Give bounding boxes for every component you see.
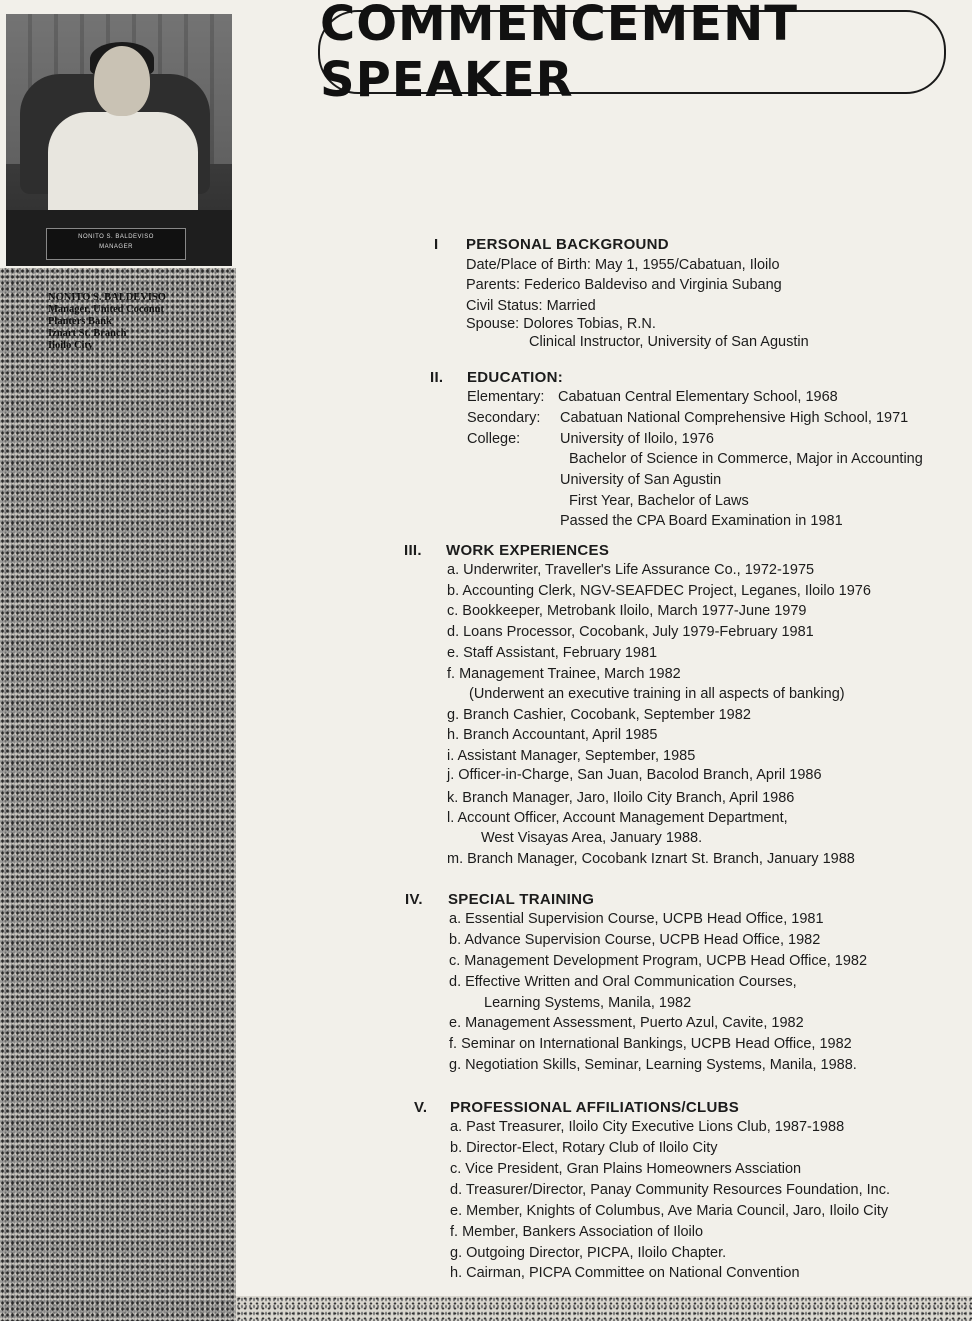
section-number: IV. [405, 891, 423, 908]
speaker-photo [6, 14, 232, 266]
affiliation-item: h. Cairman, PICPA Committee on National Convention [450, 1265, 800, 1281]
section-heading-affiliations: PROFESSIONAL AFFILIATIONS/CLUBS [450, 1099, 740, 1116]
education-line: University of San Agustin [560, 472, 722, 488]
section-heading-personal: PERSONAL BACKGROUND [466, 236, 669, 253]
affiliation-item: e. Member, Knights of Columbus, Ave Maria Council, Jaro, Iloilo City [450, 1203, 889, 1219]
education-line: University of Iloilo, 1976 [560, 431, 714, 447]
work-item: l. Account Officer, Account Management Department, [447, 810, 788, 826]
education-label: College: [467, 431, 521, 447]
work-item: h. Branch Accountant, April 1985 [447, 727, 658, 743]
work-item: m. Branch Manager, Cocobank Iznart St. Branch, January 1988 [447, 851, 855, 867]
speckled-sidebar [0, 268, 236, 1321]
education-label: Secondary: [467, 410, 541, 426]
work-item: f. Management Trainee, March 1982 [447, 666, 681, 682]
caption-line: Iznart St. Branch [48, 328, 127, 339]
caption-name: NONITO S. BALDEVISO [48, 292, 166, 303]
training-item: a. Essential Supervision Course, UCPB Head Office, 1981 [449, 911, 824, 927]
training-item: d. Effective Written and Oral Communication Courses, [449, 974, 797, 990]
section-number: II. [430, 369, 444, 386]
affiliation-item: a. Past Treasurer, Iloilo City Executive Lions Club, 1987-1988 [450, 1119, 845, 1135]
affiliation-item: b. Director-Elect, Rotary Club of Iloilo City [450, 1140, 718, 1156]
desk-nameplate [46, 228, 186, 260]
training-item: g. Negotiation Skills, Seminar, Learning Systems, Manila, 1988. [449, 1057, 857, 1073]
education-line: First Year, Bachelor of Laws [569, 493, 749, 509]
training-item: e. Management Assessment, Puerto Azul, Cavite, 1982 [449, 1015, 804, 1031]
work-item: e. Staff Assistant, February 1981 [447, 645, 658, 661]
work-item: k. Branch Manager, Jaro, Iloilo City Branch, April 1986 [447, 790, 795, 806]
nameplate-title: MANAGER [99, 244, 133, 250]
education-label: Elementary: [467, 389, 545, 405]
personal-line: Date/Place of Birth: May 1, 1955/Cabatuan, Iloilo [466, 257, 780, 273]
affiliation-item: f. Member, Bankers Association of Iloilo [450, 1224, 704, 1240]
training-item: b. Advance Supervision Course, UCPB Head Office, 1982 [449, 932, 821, 948]
affiliation-item: d. Treasurer/Director, Panay Community Resources Foundation, Inc. [450, 1182, 891, 1198]
caption-line: Manager, United Coconut [48, 304, 164, 315]
work-item: West Visayas Area, January 1988. [481, 830, 703, 846]
speckled-footer [236, 1296, 972, 1321]
photo-caption [48, 292, 228, 352]
work-item: i. Assistant Manager, September, 1985 [447, 748, 696, 764]
affiliation-item: c. Vice President, Gran Plains Homeowners Assciation [450, 1161, 802, 1177]
education-line: Passed the CPA Board Examination in 1981 [560, 513, 843, 529]
caption-line: Iloilo City [48, 340, 94, 351]
education-line: Cabatuan Central Elementary School, 1968 [558, 389, 838, 405]
work-item: c. Bookkeeper, Metrobank Iloilo, March 1977-June 1979 [447, 603, 807, 619]
work-item: a. Underwriter, Traveller's Life Assurance Co., 1972-1975 [447, 562, 815, 578]
personal-line: Clinical Instructor, University of San Agustin [529, 334, 809, 350]
section-heading-training: SPECIAL TRAINING [448, 891, 595, 908]
personal-line: Spouse: Dolores Tobias, R.N. [466, 316, 656, 332]
section-number: V. [414, 1099, 428, 1116]
work-item: d. Loans Processor, Cocobank, July 1979-February 1981 [447, 624, 814, 640]
personal-line: Civil Status: Married [466, 298, 596, 314]
work-item: g. Branch Cashier, Cocobank, September 1982 [447, 707, 751, 723]
work-item: (Underwent an executive training in all aspects of banking) [469, 686, 845, 702]
education-line: Cabatuan National Comprehensive High School, 1971 [560, 410, 909, 426]
personal-line: Parents: Federico Baldeviso and Virginia Subang [466, 277, 782, 293]
section-number: III. [404, 542, 422, 559]
training-item: Learning Systems, Manila, 1982 [484, 995, 692, 1011]
section-heading-work: WORK EXPERIENCES [446, 542, 610, 559]
work-item: j. Officer-in-Charge, San Juan, Bacolod Branch, April 1986 [447, 767, 822, 783]
caption-line: Planters Bank [48, 316, 112, 327]
nameplate-name: NONITO S. BALDEVISO [78, 234, 154, 240]
affiliation-item: g. Outgoing Director, PICPA, Iloilo Chapter. [450, 1245, 727, 1261]
training-item: c. Management Development Program, UCPB Head Office, 1982 [449, 953, 868, 969]
title-banner [318, 0, 946, 108]
section-heading-education: EDUCATION: [467, 369, 564, 386]
section-number: I [434, 236, 439, 253]
training-item: f. Seminar on International Bankings, UCPB Head Office, 1982 [449, 1036, 852, 1052]
work-item: b. Accounting Clerk, NGV-SEAFDEC Project, Leganes, Iloilo 1976 [447, 583, 871, 599]
page-title: COMMENCEMENT SPEAKER [320, 0, 799, 108]
education-line: Bachelor of Science in Commerce, Major in Accounting [569, 451, 923, 467]
